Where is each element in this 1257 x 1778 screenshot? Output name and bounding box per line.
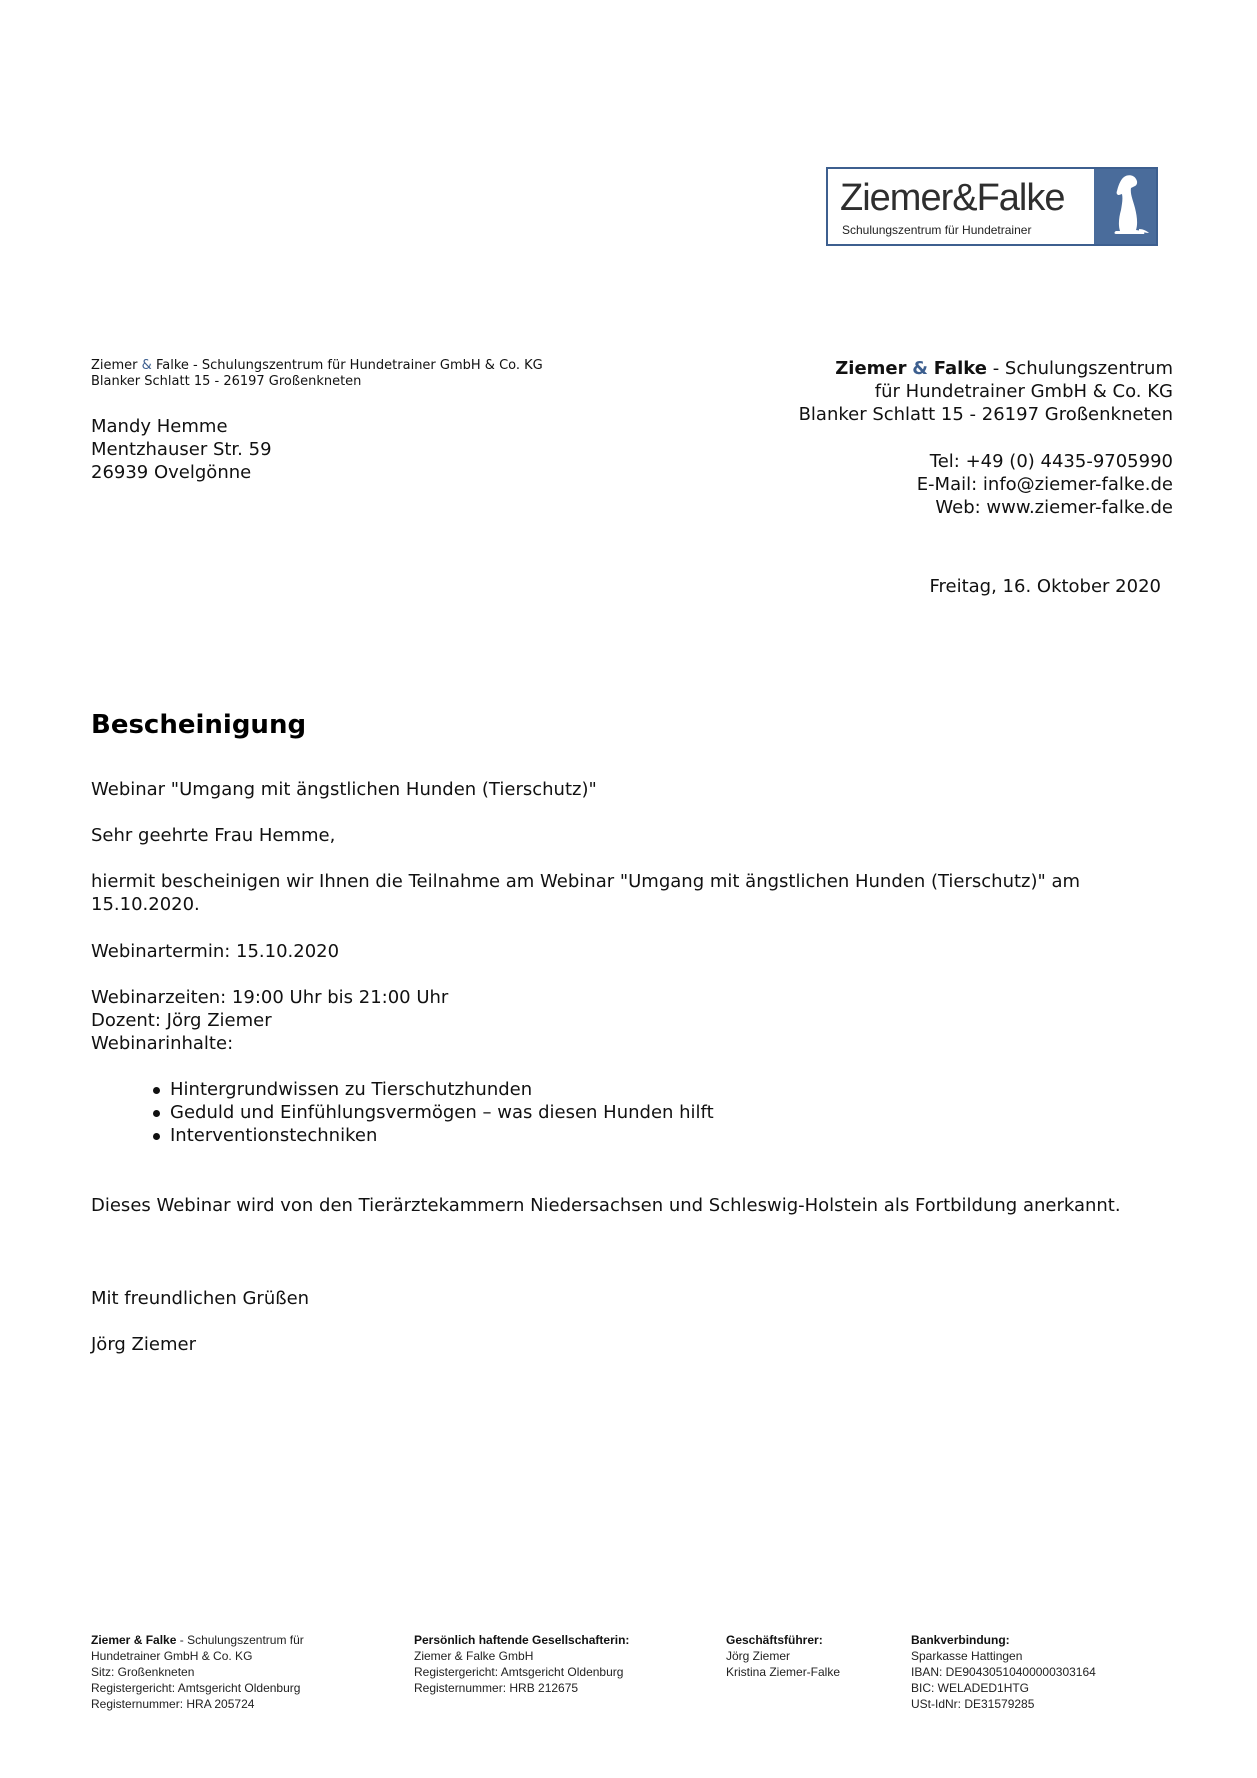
intro-line-1: hiermit bescheinigen wir Ihnen die Teilnahme am Webinar "Umgang mit ängstlichen Hunden (Tierschutz)" am <box>91 871 1081 892</box>
footer-amp: & <box>133 1633 143 1647</box>
webinar-details <box>91 986 1171 1055</box>
contact-block <box>917 450 1173 519</box>
list-item: Hintergrundwissen zu Tierschutzhunden <box>150 1078 714 1101</box>
footer-heading: Persönlich haftende Gesellschafterin: <box>414 1633 630 1647</box>
sender-amp: & <box>141 358 152 373</box>
footer-partner <box>414 1632 694 1696</box>
company-name-a: Ziemer <box>835 358 907 379</box>
intro-line-2: 15.10.2020. <box>91 894 200 915</box>
contact-email: E-Mail: info@ziemer-falke.de <box>916 474 1173 495</box>
recipient-city: 26939 Ovelgönne <box>91 462 252 483</box>
contact-tel: Tel: +49 (0) 4435-9705990 <box>929 451 1173 472</box>
footer-company <box>91 1632 361 1712</box>
footer-line: BIC: WELADED1HTG <box>911 1681 1030 1695</box>
recipient-address <box>91 415 272 484</box>
webinar-times: Webinarzeiten: 19:00 Uhr bis 21:00 Uhr <box>91 987 449 1008</box>
webinar-date: Webinartermin: 15.10.2020 <box>91 941 340 962</box>
footer-line: Sitz: Großenkneten <box>91 1665 195 1679</box>
footer-line: USt-IdNr: DE31579285 <box>911 1697 1035 1711</box>
logo-brand: Ziemer&Falke <box>840 177 1065 219</box>
footer-line: Sparkasse Hattingen <box>911 1649 1023 1663</box>
company-name-b: Falke <box>933 358 987 379</box>
company-line1-rest: - Schulungszentrum <box>986 358 1173 379</box>
footer-heading: Geschäftsführer: <box>726 1633 823 1647</box>
webinar-lecturer: Dozent: Jörg Ziemer <box>91 1010 272 1031</box>
company-logo <box>826 167 1158 246</box>
list-item: Geduld und Einfühlungsvermögen – was diesen Hunden hilft <box>150 1101 714 1124</box>
intro-paragraph <box>91 870 1171 916</box>
footer-name-b: Falke <box>145 1633 177 1647</box>
company-line2: für Hundetrainer GmbH & Co. KG <box>874 381 1173 402</box>
footer-line: Registernummer: HRA 205724 <box>91 1697 255 1711</box>
webinar-contents-list <box>150 1078 714 1147</box>
footer-line: Registernummer: HRB 212675 <box>414 1681 579 1695</box>
footer-name-a: Ziemer <box>91 1633 131 1647</box>
sender-address: Blanker Schlatt 15 - 26197 Großenkneten <box>91 374 362 389</box>
closing: Mit freundlichen Grüßen <box>91 1288 310 1309</box>
footer-line: Jörg Ziemer <box>726 1649 791 1663</box>
list-item: Interventionstechniken <box>150 1124 714 1147</box>
sender-name-b: Falke <box>155 358 189 373</box>
dog-icon <box>1094 169 1156 244</box>
company-block <box>799 357 1173 426</box>
recipient-name: Mandy Hemme <box>91 416 228 437</box>
webinar-contents-label: Webinarinhalte: <box>91 1033 234 1054</box>
document-title-wrap <box>91 710 306 740</box>
company-line3: Blanker Schlatt 15 - 26197 Großenkneten <box>798 404 1173 425</box>
footer-line: Hundetrainer GmbH & Co. KG <box>91 1649 253 1663</box>
recognition-note: Dieses Webinar wird von den Tierärztekammern Niedersachsen und Schleswig-Holstein als Fortbildung anerkannt. <box>91 1195 1121 1216</box>
sender-name-a: Ziemer <box>91 358 138 373</box>
salutation: Sehr geehrte Frau Hemme, <box>91 825 336 846</box>
document-title: Bescheinigung <box>91 710 307 740</box>
logo-tagline: Schulungszentrum für Hundetrainer <box>842 223 1032 237</box>
footer-bank <box>911 1632 1141 1712</box>
footer-line: Registergericht: Amtsgericht Oldenburg <box>414 1665 624 1679</box>
signature-name: Jörg Ziemer <box>91 1334 196 1355</box>
footer-line: Kristina Ziemer-Falke <box>726 1665 841 1679</box>
company-amp: & <box>912 358 928 379</box>
footer-line: IBAN: DE90430510400000303164 <box>911 1665 1096 1679</box>
footer-line: Registergericht: Amtsgericht Oldenburg <box>91 1681 301 1695</box>
recipient-street: Mentzhauser Str. 59 <box>91 439 272 460</box>
footer-rest: - Schulungszentrum für <box>176 1633 304 1647</box>
footer-management <box>726 1632 886 1680</box>
sender-rest: - Schulungszentrum für Hundetrainer GmbH & Co. KG <box>188 358 543 373</box>
sender-address-line <box>91 358 543 390</box>
subject-line: Webinar "Umgang mit ängstlichen Hunden (Tierschutz)" <box>91 779 597 800</box>
contact-web: Web: www.ziemer-falke.de <box>935 497 1173 518</box>
letter-date: Freitag, 16. Oktober 2020 <box>929 576 1161 597</box>
footer-heading: Bankverbindung: <box>911 1633 1010 1647</box>
footer-line: Ziemer & Falke GmbH <box>414 1649 534 1663</box>
